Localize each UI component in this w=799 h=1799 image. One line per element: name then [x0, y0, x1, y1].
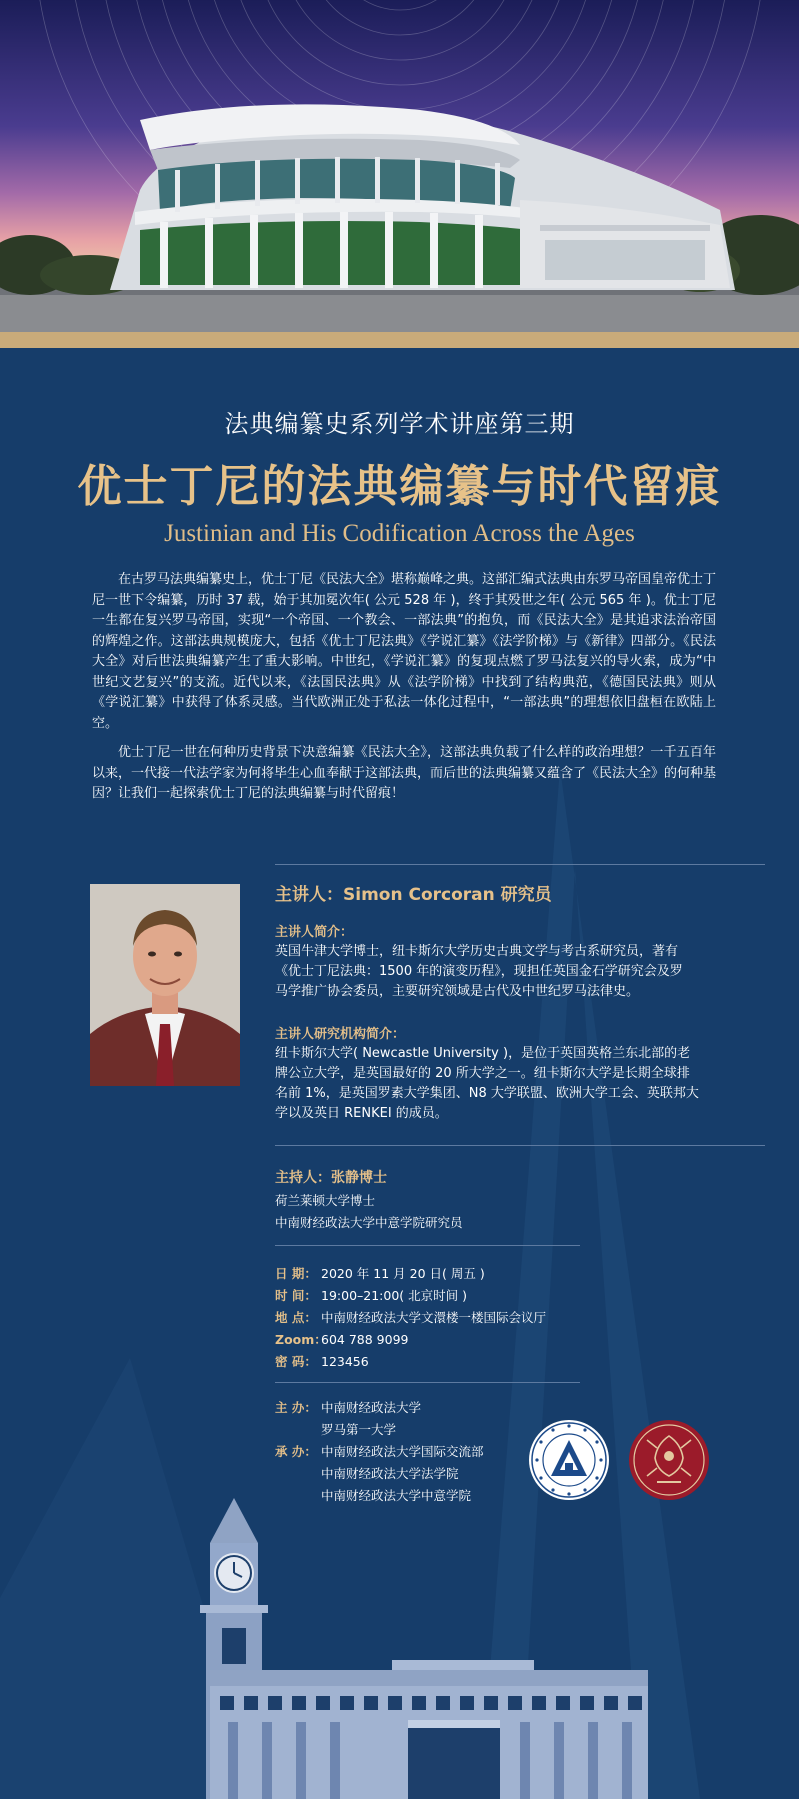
hero-image: [0, 0, 799, 332]
organizer-name: 中南财经政法大学: [321, 1400, 422, 1415]
co-organizer-name: 中南财经政法大学国际交流部: [321, 1444, 484, 1459]
speaker-bio-line: 英国牛津大学博士，纽卡斯尔大学历史古典文学与考古系研究员，著有: [275, 944, 679, 959]
speaker-bio-label: 主讲人简介：: [275, 925, 354, 940]
intro-paragraph-1: 在古罗马法典编纂史上，优士丁尼《民法大全》堪称巅峰之典。这部汇编式法典由东罗马帝国皇帝优士丁尼一世下令编纂，历时 37 载，始于其加冕次年( 公元 528 年 )，终于其殁世之年( 公元 565 年 )。优士丁尼一生都在复兴罗马帝国，实现“一个帝国、一个教会、一部法典”的抱负，而《民法大全》是其追求法治帝国的辉煌之作。这部法典规模庞大，包括《优士丁尼法典》《学说汇纂》《法学阶梯》与《新律》四部分。《民法大全》对后世法典编纂产生了重大影响。中世纪，《学说汇纂》的复现点燃了罗马法复兴的导火索，成为“中世纪文艺复兴”的支流。近代以来，《法国民法典》从《法学阶梯》中找到了结构典范，《德国民法典》则从《学说汇纂》中获得了体系灵感。当代欧洲正处于私法一体化过程中，“一部法典”的理想依旧盘桓在欧陆上空。: [92, 572, 717, 731]
speaker-bio-line: 《优士丁尼法典：1500 年的演变历程》，现担任英国金石学研究会及罗: [275, 964, 683, 979]
institution-line: 名前 1%，是英国罗素大学集团、N8 大学联盟、欧洲大学工会、英联邦大: [275, 1086, 699, 1101]
event-zoom-id[interactable]: 604 788 9099: [321, 1332, 409, 1347]
series-title: 法典编纂史系列学术讲座第三期: [224, 410, 575, 438]
institution-line: 纽卡斯尔大学( Newcastle University )，是位于英国英格兰东北部的老: [275, 1046, 691, 1061]
organizer-key: 主 办：: [275, 1400, 317, 1415]
institution-label: 主讲人研究机构简介：: [275, 1027, 406, 1042]
event-password-key: 密 码：: [275, 1354, 317, 1369]
speaker-heading: 主讲人：Simon Corcoran 研究员: [275, 885, 552, 905]
speaker-bio-line: 马学推广协会委员，主要研究领域是古代及中世纪罗马法律史。: [275, 984, 640, 999]
intro-paragraph-2: 优士丁尼一世在何种历史背景下决意编纂《民法大全》，这部法典负载了什么样的政治理想？一千五百年以来，一代接一代法学家为何将毕生心血奉献于这部法典，而后世的法典编纂又蕴含了《民法大全》的何种基因？让我们一起探索优士丁尼的法典编纂与时代留痕！: [92, 745, 717, 801]
gold-divider-strip: [0, 332, 799, 348]
lecture-title-english: Justinian and His Codification Across the Ages: [164, 520, 635, 547]
institution-line: 牌公立大学，是英国最好的 20 所大学之一。纽卡斯尔大学是长期全球排: [275, 1066, 690, 1081]
event-zoom-key: Zoom：: [275, 1332, 327, 1347]
co-organizer-key: 承 办：: [275, 1444, 317, 1459]
institution-line: 学以及英日 RENKEI 的成员。: [275, 1106, 448, 1121]
host-line: 中南财经政法大学中意学院研究员: [275, 1215, 463, 1230]
host-heading: 主持人：张静博士: [275, 1170, 387, 1186]
co-organizer-name: 中南财经政法大学法学院: [321, 1466, 459, 1481]
event-time-key: 时 间：: [275, 1288, 317, 1303]
lecture-title-chinese: 优士丁尼的法典编纂与时代留痕: [77, 461, 722, 512]
host-line: 荷兰莱顿大学博士: [275, 1193, 376, 1208]
campus-illustration: [0, 348, 799, 1799]
event-venue-value: 中南财经政法大学文澴楼一楼国际会议厅: [321, 1310, 547, 1325]
event-time-value: 19:00–21:00( 北京时间 ): [321, 1288, 467, 1303]
event-venue-key: 地 点：: [275, 1310, 317, 1325]
poster-body: [0, 348, 799, 1799]
event-password-value: 123456: [321, 1354, 369, 1369]
event-date-value: 2020 年 11 月 20 日( 周五 ): [321, 1266, 485, 1281]
event-date-key: 日 期：: [275, 1266, 317, 1281]
library-building-illustration: [0, 0, 799, 332]
organizer-name: 罗马第一大学: [321, 1422, 397, 1437]
co-organizer-name: 中南财经政法大学中意学院: [321, 1488, 472, 1503]
